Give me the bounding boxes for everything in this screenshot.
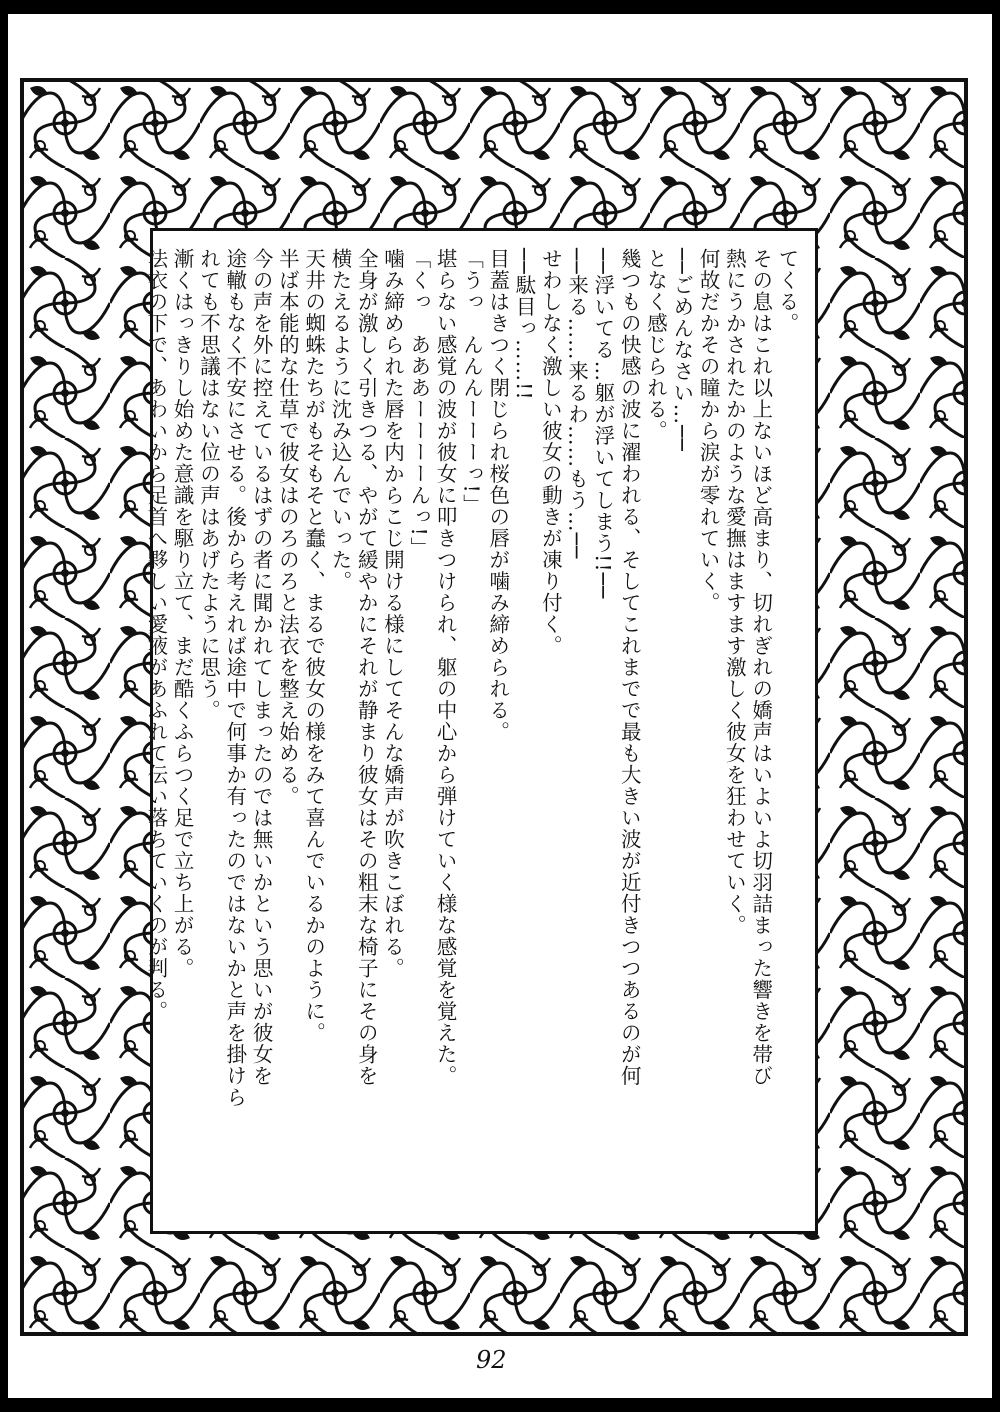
- text-line: 堪らない感覚の波が彼女に叩きつけられ、躯の中心から弾けていく様な感覚を覚えた。: [433, 248, 458, 1087]
- text-line: となく感じられる。: [643, 248, 668, 442]
- text-line: 幾つもの快感の波に濯われる、そしてこれまでで最も大きい波が近付きつつあるのが何: [617, 248, 642, 1087]
- text-line: ──浮いてる…躯が浮いてしまう!!──: [590, 248, 615, 600]
- text-line: その息はこれ以上ないほど高まり、切れぎれの嬌声はいよいよ切羽詰まった響きを帯び: [748, 248, 773, 1087]
- text-line: 「くっ あああーーーーんっ!」: [406, 248, 431, 559]
- text-line: ──駄目っ……!!: [512, 248, 537, 401]
- text-line: 噛み締められた唇を内からこじ開ける様にしてそんな嬌声が吹きこぼれる。: [380, 248, 405, 979]
- text-line: 「うっ んんんーーーっ!」: [459, 248, 484, 516]
- text-line: 半ば本能的な仕草で彼女はのろのろと法衣を整え始める。: [275, 248, 300, 807]
- text-line: 横たえるように沈み込んでいった。: [327, 248, 352, 592]
- text-line: 途轍もなく不安にさせる。後から考えれば途中で何事か有ったのではないかと声を掛けら: [222, 248, 247, 1108]
- text-line: ──来る……来るわ……もう…──: [564, 248, 589, 560]
- text-line: 全身が激しく引きつる、やがて緩やかにそれが静まり彼女はその粗末な椅子にその身を: [354, 248, 379, 1087]
- text-line: せわしなく激しい彼女の動きが凍り付く。: [538, 248, 563, 657]
- text-line: 漸くはっきりし始めた意識を駆り立て、まだ酷くふらつく足で立ち上がる。: [170, 248, 195, 979]
- text-line: てくる。: [775, 248, 799, 334]
- text-line: 何故だかその瞳から涙が零れていく。: [696, 248, 721, 614]
- text-line: 法衣の下で、あわいから足首へ夥しい愛液があふれて伝い落ちていくのが判る。: [143, 248, 168, 1022]
- page-number: 92: [476, 1346, 507, 1374]
- text-line: 目蓋はきつく閉じられ桜色の唇が噛み締められる。: [485, 248, 510, 743]
- text-line: れても不思議はない位の声はあげたように思う。: [196, 248, 221, 721]
- text-line: 熱にうかされたかのような愛撫はますます激しく彼女を狂わせていく。: [722, 248, 747, 936]
- text-line: 今の声を外に控えているはずの者に聞かれてしまったのでは無いかという思いが彼女を: [249, 248, 274, 1087]
- vertical-text-block: [143, 248, 800, 1128]
- text-line: ──ごめんなさい…──: [669, 248, 694, 452]
- text-line: 天井の蜘蛛たちがもそもそと蠢く、まるで彼女の様をみて喜んでいるかのように。: [301, 248, 326, 1044]
